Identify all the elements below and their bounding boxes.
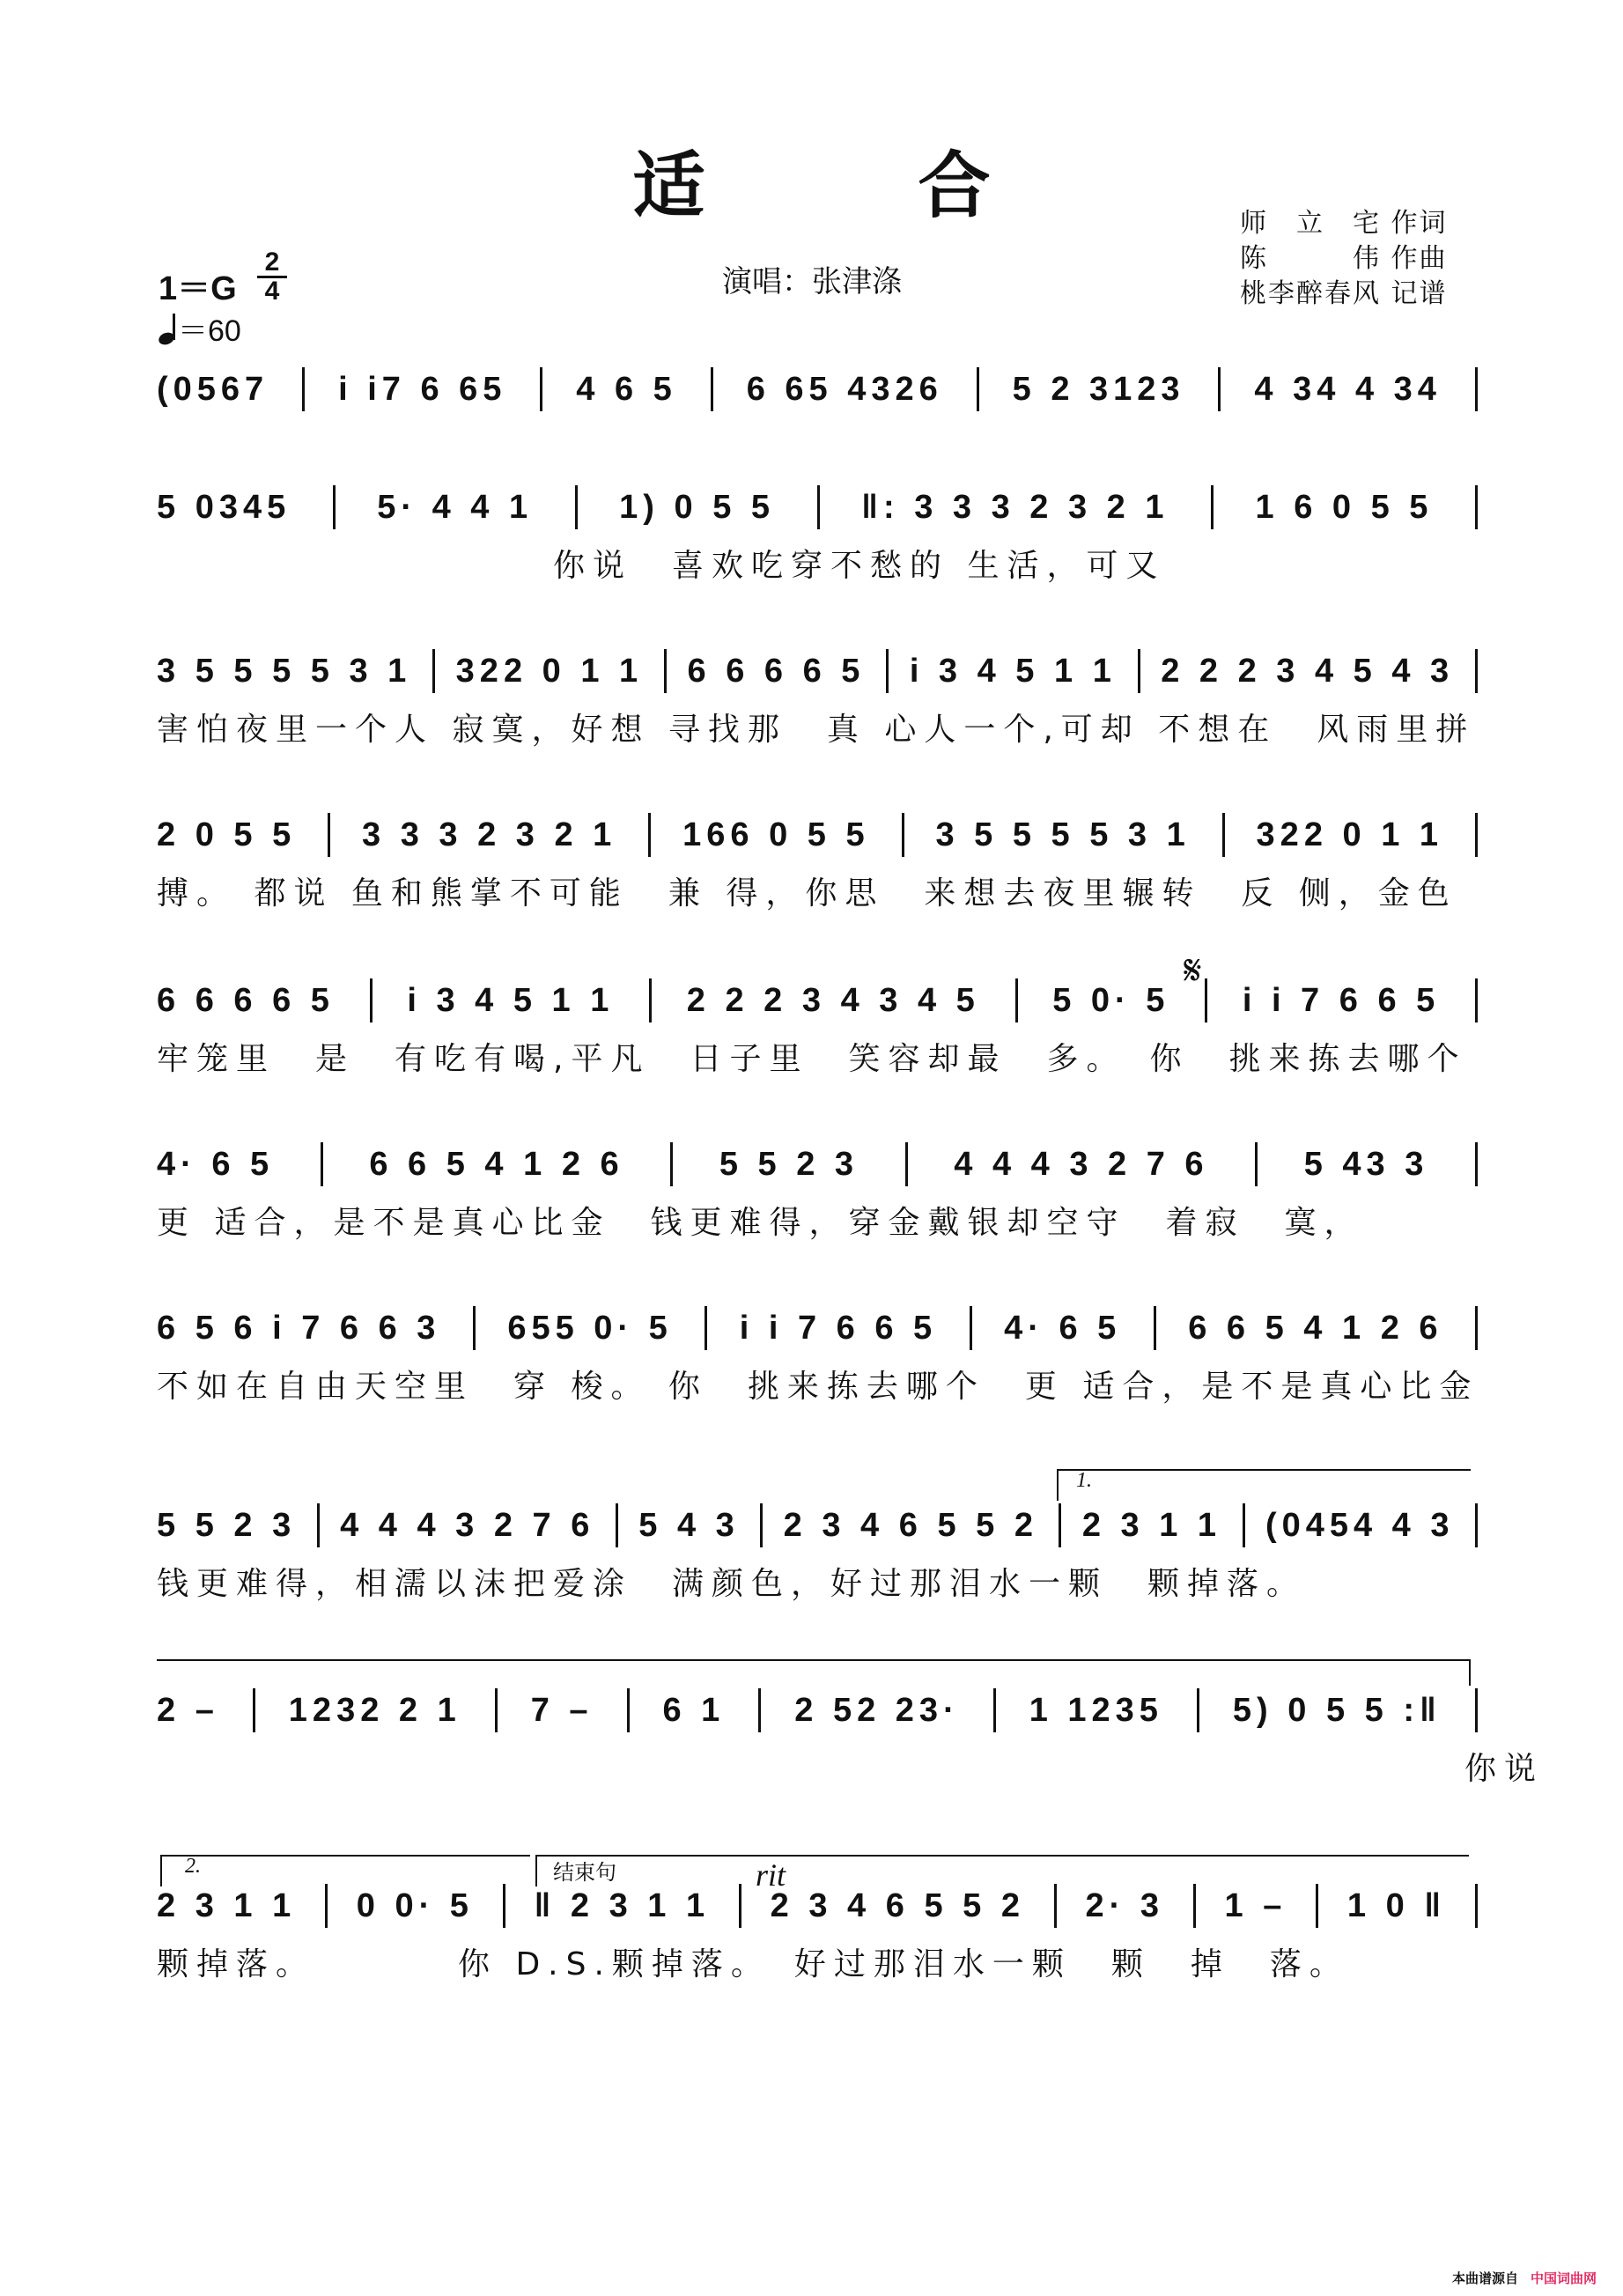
measure: 5 0· 5 (1052, 981, 1170, 1019)
barline (540, 367, 542, 411)
volta1-tick (1057, 1469, 1059, 1501)
segno-icon: 𝄋 (1184, 946, 1202, 995)
coda-label: 结束句 (553, 1860, 616, 1885)
tempo-marking (159, 306, 241, 350)
barline (333, 485, 336, 529)
footer (1452, 2269, 1597, 2287)
measure: 5) 0 5 5 :‖ (1232, 1691, 1442, 1729)
volta1-label: 1. (1076, 1469, 1092, 1492)
barline (1475, 813, 1478, 857)
barline (627, 1688, 630, 1732)
singer-credit: 演唱：张津涤 (722, 264, 902, 299)
barline (253, 1688, 255, 1732)
lyrics-row: 更 适合，是不是真心比金 钱更难得，穿金戴银却空守 着寂 寞， (157, 1205, 1364, 1241)
barline (1211, 485, 1214, 529)
coda-bracket (535, 1855, 1469, 1857)
barline (1475, 1884, 1478, 1928)
barline (1475, 1142, 1478, 1186)
barline (370, 978, 373, 1022)
volta1-bracket (1057, 1469, 1471, 1471)
measure: i i7 6 65 (338, 370, 507, 408)
barline (905, 1142, 908, 1186)
measure: 4 4 4 3 2 7 6 (954, 1145, 1209, 1183)
barline (760, 1503, 763, 1547)
measure: 6 1 (662, 1691, 726, 1729)
barline (970, 1306, 972, 1350)
key-signature: 1＝G (159, 270, 237, 307)
measure: 1 6 0 5 5 (1255, 488, 1434, 526)
measure: 4 34 4 34 (1254, 370, 1442, 408)
notes-row (157, 1684, 1478, 1737)
barline (1222, 813, 1225, 857)
measure: 2· 3 (1085, 1886, 1164, 1924)
barline (616, 1503, 618, 1547)
measure: 5 0345 (157, 488, 291, 526)
notes-row (157, 974, 1478, 1027)
notes-row (157, 1879, 1478, 1932)
barline (473, 1306, 476, 1350)
barline (705, 1306, 707, 1350)
measure: 5 4 3 (638, 1506, 740, 1544)
barline (1138, 649, 1140, 693)
measure: 655 0· 5 (507, 1309, 673, 1347)
barline (886, 649, 889, 693)
barline (575, 485, 578, 529)
measure: i 3 4 5 1 1 (909, 652, 1117, 690)
measure: 4· 6 5 (157, 1145, 275, 1183)
measure: ‖ 2 3 1 1 (534, 1886, 711, 1924)
measure: 5 43 3 (1303, 1145, 1429, 1183)
measure: 2 3 1 1 (1081, 1506, 1222, 1544)
barline (1218, 367, 1221, 411)
barline (1475, 485, 1478, 529)
notes-row (157, 645, 1478, 698)
barline (670, 1142, 673, 1186)
quarter-note-icon (159, 318, 178, 344)
tempo-value: ＝60 (178, 314, 241, 348)
measure: (0454 4 3 (1265, 1506, 1455, 1544)
measure: 2 2 2 3 4 5 4 3 (1161, 652, 1455, 690)
barline (664, 649, 667, 693)
barline (648, 813, 651, 857)
measure: 2 52 23· (794, 1691, 960, 1729)
barline (902, 813, 904, 857)
barline (1059, 1503, 1061, 1547)
transcriber-credit: 桃李醉春风 记谱 (1240, 278, 1448, 309)
barline (1193, 1884, 1196, 1928)
measure: 2 3 4 6 5 5 2 (783, 1506, 1038, 1544)
lyrics-row: 你说 喜欢吃穿不愁的 生活，可又 (157, 548, 1166, 584)
measure: 6 65 4326 (746, 370, 943, 408)
barline (977, 367, 979, 411)
measure: 5 5 2 3 (719, 1145, 859, 1183)
lyrics-row: 颗掉落。 你 D.S.颗掉落。 好过那泪水一颗 颗 掉 落。 (157, 1946, 1349, 1982)
lyrics-row: 你说 (157, 1751, 1545, 1787)
barline (321, 1142, 323, 1186)
lyrics-row: 害怕夜里一个人 寂寞，好想 寻找那 真 心人一个,可却 不想在 风雨里拼 (157, 712, 1476, 748)
measure: 6 6 6 6 5 (687, 652, 866, 690)
footer-source: 本曲谱源自 (1451, 2270, 1518, 2286)
barline (758, 1688, 761, 1732)
notes-row (157, 1138, 1478, 1191)
measure: 4· 6 5 (1004, 1309, 1122, 1347)
measure: 1) 0 5 5 (619, 488, 776, 526)
measure: 0 0· 5 (356, 1886, 474, 1924)
notes-row (157, 363, 1478, 416)
lyrics-row: 搏。 都说 鱼和熊掌不可能 兼 得，你思 来想去夜里辗转 反 侧，金色 (157, 875, 1457, 912)
measure: 2 2 2 3 4 3 4 5 (686, 981, 980, 1019)
barline (1197, 1688, 1199, 1732)
measure: 6 6 5 4 1 2 6 (369, 1145, 624, 1183)
barline (1255, 1142, 1258, 1186)
measure: i 3 4 5 1 1 (407, 981, 615, 1019)
barline (317, 1503, 320, 1547)
barline (503, 1884, 505, 1928)
barline (1154, 1306, 1156, 1350)
lyrics-row: 钱更难得，相濡以沫把爱涂 满颜色，好过那泪水一颗 颗掉落。 (157, 1566, 1307, 1602)
time-sig-bottom: 4 (264, 277, 280, 306)
measure: 1 – (1224, 1886, 1287, 1924)
barline (1475, 978, 1478, 1022)
barline (495, 1688, 498, 1732)
measure: 2 3 4 6 5 5 2 (770, 1886, 1025, 1924)
notes-row (157, 1302, 1478, 1355)
barline (1243, 1503, 1245, 1547)
measure: 3 5 5 5 5 3 1 (935, 816, 1191, 853)
barline (1475, 367, 1478, 411)
measure: 7 – (530, 1691, 594, 1729)
notes-row (157, 1499, 1478, 1552)
notes-row (157, 808, 1478, 861)
barline (711, 367, 713, 411)
measure: 1 0 ‖ (1346, 1886, 1447, 1924)
barline (739, 1884, 741, 1928)
measure: 1 1235 (1029, 1691, 1163, 1729)
volta2-bracket (160, 1855, 530, 1857)
barline (432, 649, 435, 693)
barline (328, 813, 330, 857)
volta1-continuation (157, 1659, 1469, 1661)
measure: 5 5 2 3 (157, 1506, 297, 1544)
measure: 322 0 1 1 (455, 652, 644, 690)
barline (1475, 1306, 1478, 1350)
composer-credit: 陈 伟 作曲 (1240, 243, 1448, 274)
measure: 6 6 5 4 1 2 6 (1188, 1309, 1443, 1347)
coda-tick (535, 1855, 537, 1886)
measure: 5 2 3123 (1012, 370, 1185, 408)
measure: 166 0 5 5 (682, 816, 870, 853)
barline (1316, 1884, 1318, 1928)
measure: 2 3 1 1 (157, 1886, 297, 1924)
volta1-end-tick (1469, 1659, 1471, 1686)
footer-site[interactable]: 中国词曲网 (1530, 2270, 1597, 2286)
barline (1475, 649, 1478, 693)
barline (993, 1688, 996, 1732)
time-sig-top: 2 (264, 247, 280, 277)
lyrics-row: 牢笼里 是 有吃有喝,平凡 日子里 笑容却最 多。 你 挑来拣去哪个 (157, 1041, 1467, 1077)
measure: i i 7 6 6 5 (1242, 981, 1441, 1019)
measure: 4 4 4 3 2 7 6 (340, 1506, 595, 1544)
measure: 3 3 3 2 3 2 1 (362, 816, 617, 853)
barline (325, 1884, 328, 1928)
barline (817, 485, 820, 529)
measure: ‖: 3 3 3 2 3 2 1 (861, 488, 1169, 526)
volta2-label: 2. (185, 1855, 201, 1878)
measure: 322 0 1 1 (1256, 816, 1444, 853)
measure: 2 – (157, 1691, 219, 1729)
page-title: 适 合 (632, 144, 1061, 228)
volta2-tick (160, 1855, 162, 1886)
time-signature (257, 247, 287, 306)
barline (649, 978, 652, 1022)
measure: 4 6 5 (576, 370, 677, 408)
measure: (0567 (157, 370, 269, 408)
rit-marking: rit (756, 1857, 786, 1893)
barline (1475, 1688, 1478, 1732)
measure: 5· 4 4 1 (377, 488, 534, 526)
measure: 2 0 5 5 (157, 816, 297, 853)
measure: 3 5 5 5 5 3 1 (157, 652, 412, 690)
barline (1475, 1503, 1478, 1547)
barline (1015, 978, 1018, 1022)
notes-row (157, 481, 1478, 534)
lyrics-row: 不如在自由天空里 穿 梭。 你 挑来拣去哪个 更 适合，是不是真心比金 (157, 1369, 1479, 1405)
barline (1205, 978, 1207, 1022)
measure: i i 7 6 6 5 (739, 1309, 938, 1347)
measure: 6 6 6 6 5 (157, 981, 335, 1019)
barline (1054, 1884, 1057, 1928)
measure: 6 5 6 i 7 6 6 3 (157, 1309, 441, 1347)
measure: 1232 2 1 (288, 1691, 461, 1729)
barline (302, 367, 305, 411)
lyricist-credit: 师 立 宅 作词 (1240, 208, 1448, 239)
